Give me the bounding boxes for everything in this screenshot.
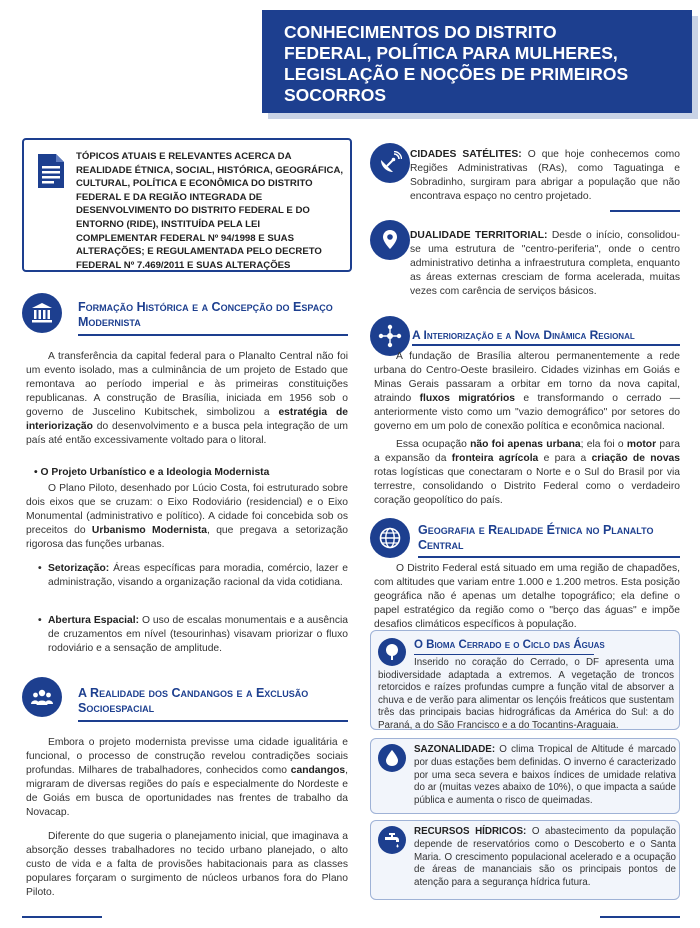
section-icon-globe <box>370 518 410 558</box>
section-title-geografia: Geografia e Realidade Étnica no Planalto Central <box>418 523 654 552</box>
topic-text: TÓPICOS ATUAIS E RELEVANTES ACERCA DA REALIDADE ÉTNICA, SOCIAL, HISTÓRICA, GEOGRÁFICA, CULTURAL, POLÍTICA E ECONÔMICA DO DISTRITO FEDERAL E DA REGIÃO INTEGRADA DE DESENVOLVIMENTO DO DISTRITO FEDERAL E DO ENTORNO (RIDE), INSTITUÍDA PELA LEI COMPLEMENTAR FEDERAL Nº 94/1998 E SUAS ALTERAÇÕES; E REGULAMENTADA PELO DECRETO FEDERAL Nº 7.469/2011 E SUAS ALTERAÇÕES <box>76 151 344 271</box>
paragraph: Essa ocupação não foi apenas urbana; ela foi o motor para a expansão da fronteira agrícola e para a criação de novas rotas logísticas que conectaram o Norte e o Sul do Brasil por via terrestre, consolidando o Distrito Federal como o verdadeiro coração geopolítico do país. <box>374 439 680 506</box>
museum-icon <box>30 301 54 325</box>
paragraph: O Distrito Federal está situado em uma região de chapadões, com altitudes que variam entre 1.000 e 1.200 metros. Esta posição geográfica não é apenas um detalhe topográfico; ela define o papel estratégico da região como o "berço das águas" e impõe desafios climáticos específicos à população. <box>374 563 680 630</box>
box-icon <box>378 826 406 854</box>
box-title-bioma: O Bioma Cerrado e o Ciclo das Águas <box>414 639 605 651</box>
banner-line-2: FEDERAL, POLÍTICA PARA MULHERES, <box>284 43 618 63</box>
topic-box <box>22 138 352 272</box>
paragraph: O Plano Piloto, desenhado por Lúcio Costa, foi estruturado sobre dois eixos que se cruzam: o Eixo Rodoviário (residencial) e o Eixo Monumental (administrativo e político). A cidade foi concebida sob os preceitos do Urbanismo Modernista, que pregava a setorização rigorosa das funções urbanas. <box>26 483 348 550</box>
bullet-setorizacao: • Setorização: Áreas específicas para moradia, comércio, lazer e administração, visando a organização racional da vida cotidiana. <box>38 563 348 588</box>
bullet-heading: • O Projeto Urbanístico e a Ideologia Modernista <box>34 467 270 478</box>
cidades-satelites-text: CIDADES SATÉLITES: O que hoje conhecemos como Regiões Administrativas (RAs), como Taguatinga e Sobradinho, surgiram para abrigar a população que não encontrava espaço no centro projetado. <box>410 149 680 202</box>
document-icon <box>34 152 66 190</box>
box-text-recursos: RECURSOS HÍDRICOS: O abastecimento da população depende de reservatórios como o Descoberto e o Santa Maria. O crescimento populacional acelerado e a ocupação de áreas de mananciais são os principais pontos de atenção para a segurança hídrica futura. <box>414 826 676 889</box>
satellite-dish-icon <box>378 151 402 175</box>
section-icon-museum <box>22 293 62 333</box>
paragraph: Embora o projeto modernista previsse uma cidade igualitária e funcional, o processo de construção revelou contradições sociais profundas. Milhares de trabalhadores, conhecidos como candangos, migraram de diversas regiões do país e especialmente do Nordeste e de Goiás em busca de oportunidades nas frentes de trabalho da Novacap. <box>26 737 348 818</box>
section-icon-location <box>370 220 410 260</box>
dualidade-text: DUALIDADE TERRITORIAL: Desde o início, consolidou-se uma estrutura de "centro-periferia", onde o centro administrativo detinha a infraestrutura completa, enquanto as áreas externas cresciam de forma acelerada, muitas vezes com carência de serviços básicos. <box>410 230 681 297</box>
divider <box>610 210 680 212</box>
section-underline <box>78 334 348 336</box>
banner-line-1: CONHECIMENTOS DO DISTRITO <box>284 22 557 42</box>
section-title-interiorizacao: A Interiorização e a Nova Dinâmica Regional <box>412 328 635 342</box>
footer-line-left <box>22 916 102 918</box>
network-icon <box>378 324 402 348</box>
footer-line-right <box>600 916 680 918</box>
paragraph: A transferência da capital federal para o Planalto Central não foi um evento isolado, mas a culminância de um projeto de Estado que remontava ao período imperial e às primeiras constituições republicanas. A construção de Brasília, iniciada em 1956 sob o governo de Juscelino Kubitschek, simbolizou a estratégia de interiorização do desenvolvimento e a busca pela integração de um país até então excessivamente voltado para o litoral. <box>26 351 348 446</box>
paragraph: A fundação de Brasília alterou permanentemente a rede urbana do Centro-Oeste brasileiro. Cidades vizinhas em Goiás e Minas Gerais passaram a orbitar em torno da nova capital, atraindo fluxos migratórios e transformando o cerrado — anteriormente visto como um "vazio demográfico" por setores do governo em um polo de conexão política e econômica nacional. <box>374 351 681 432</box>
paragraph: Diferente do que sugeria o planejamento inicial, que imaginava a absorção desses trabalhadores no tecido urbano planejado, o alto custo de vida e a falta de provisões habitacionais para as classes populares forçaram o surgimento de núcleos urbanos fora do Plano Piloto. <box>26 831 348 898</box>
globe-icon <box>378 526 402 550</box>
location-pin-icon <box>378 228 402 252</box>
box-title-underline <box>414 654 594 655</box>
water-drop-icon <box>383 749 401 767</box>
page-banner <box>262 10 692 113</box>
section-title-candangos: A Realidade dos Candangos e a Exclusão Socioespacial <box>78 686 309 715</box>
section-underline <box>78 720 348 722</box>
box-text-sazonalidade: SAZONALIDADE: O clima Tropical de Altitude é marcado por duas estações bem definidas. O inverno é caracterizado por uma seca severa e baixos índices de umidade relativa do ar (muitas vezes abaixo de 10%), o que impacta a saúde pública e aumenta o risco de queimadas. <box>414 744 676 807</box>
bullet-abertura: • Abertura Espacial: O uso de escalas monumentais e a ausência de cruzamentos em nível (tesourinhas) visavam priorizar o fluxo rodoviário e a sensação de amplitude. <box>38 615 348 654</box>
section-underline <box>418 556 680 558</box>
box-text-bioma: Inserido no coração do Cerrado, o DF apresenta uma biodiversidade adaptada a extremos. A vegetação de troncos retorcidos e raízes profundas cumpre a função vital de absorver a chuva e de verão para alimentar os lençóis freáticos que sustentam três das principais bacias hidrográficas da América do Sul: a do Paraná, a do São Francisco e a do Tocantins-Araguaia. <box>378 657 674 731</box>
banner-line-4: SOCORROS <box>284 85 387 105</box>
section-icon-people <box>22 677 62 717</box>
box-icon <box>378 744 406 772</box>
people-icon <box>30 685 54 709</box>
section-underline <box>412 344 680 346</box>
section-icon-satellite <box>370 143 410 183</box>
section-title-historia: Formação Histórica e a Concepção do Espaço Modernista <box>78 300 333 329</box>
banner-line-3: LEGISLAÇÃO E NOÇÕES DE PRIMEIROS <box>284 64 629 84</box>
faucet-icon <box>383 831 401 849</box>
